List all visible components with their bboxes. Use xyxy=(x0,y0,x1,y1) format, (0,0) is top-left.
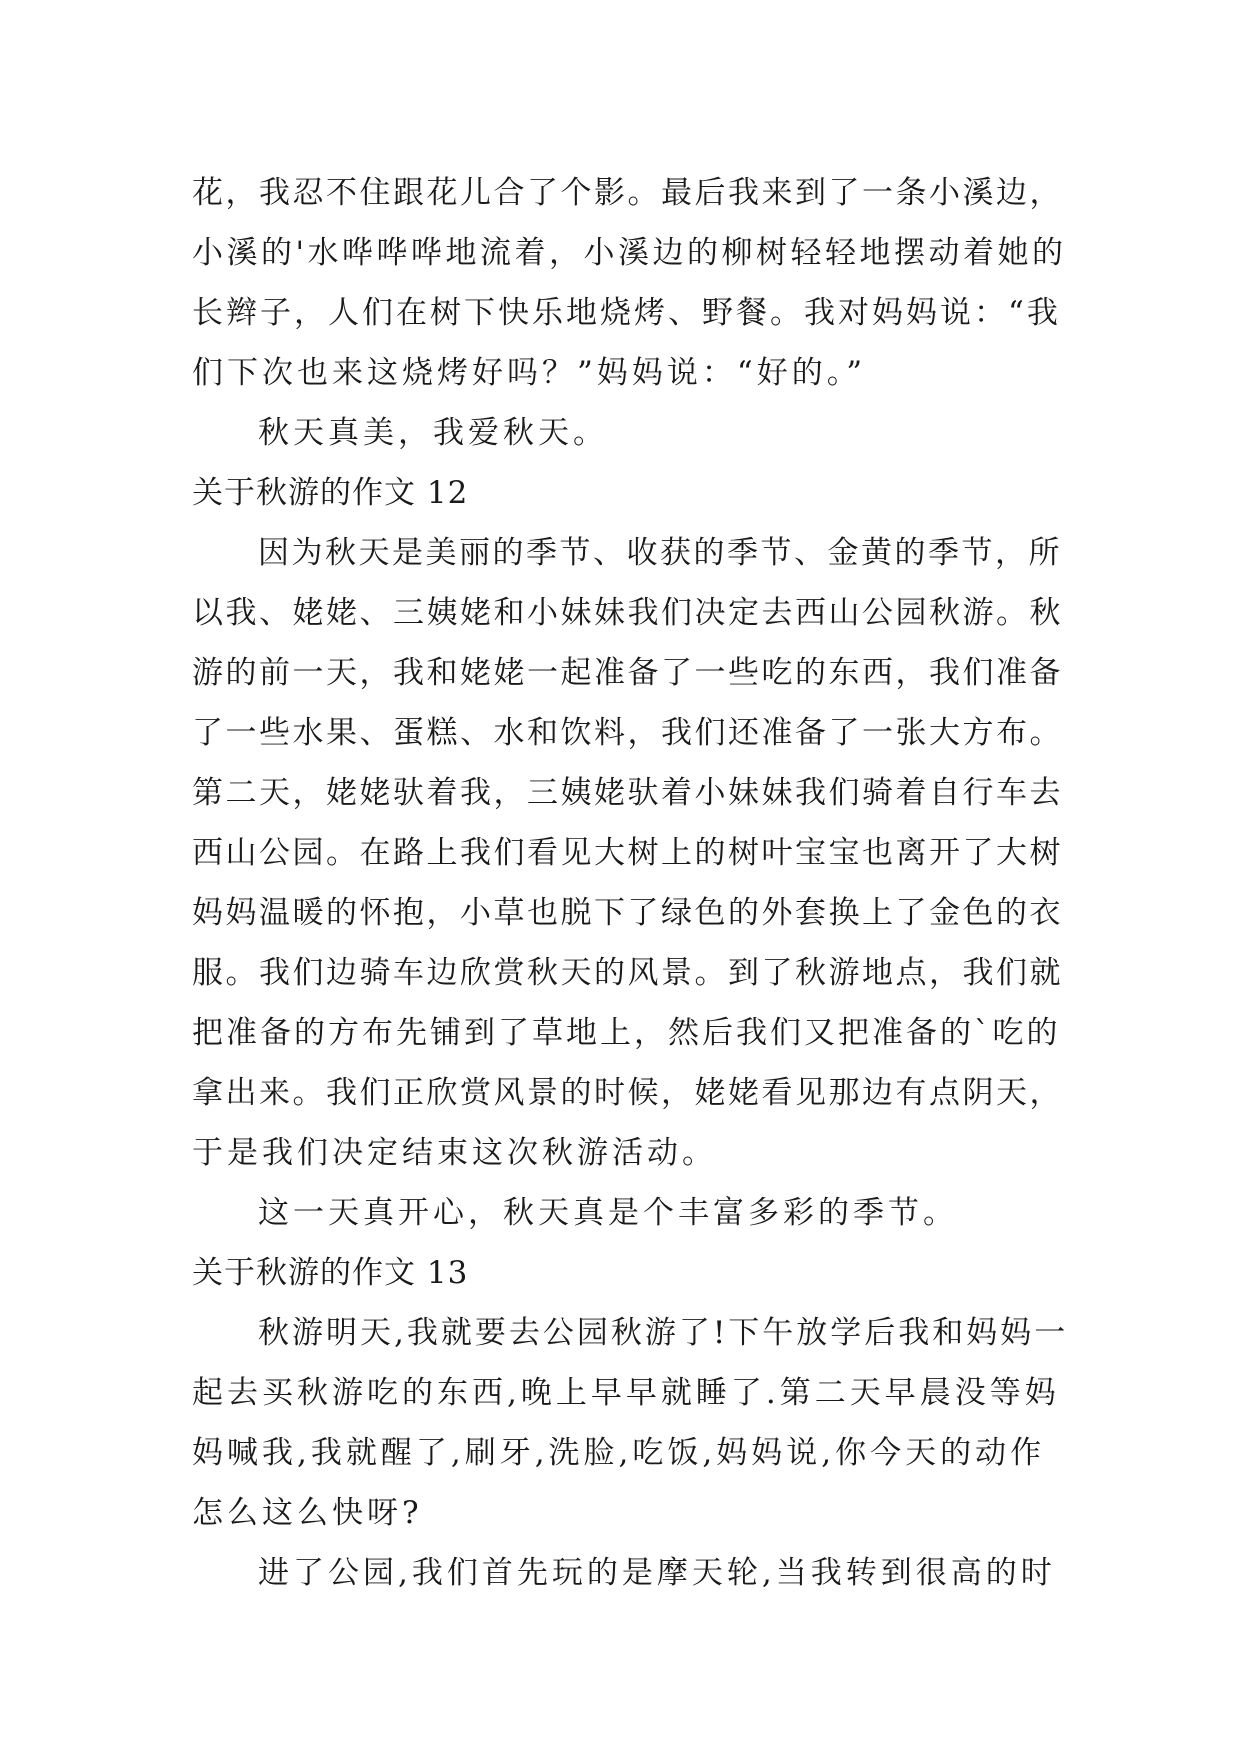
text-line: 花，我忍不住跟花儿合了个影。最后我来到了一条小溪边， xyxy=(192,175,1063,211)
paragraph-line: 因为秋天是美丽的季节、收获的季节、金黄的季节，所 xyxy=(258,535,1062,571)
text-line: 小溪的'水哗哗哗地流着，小溪边的柳树轻轻地摆动着她的 xyxy=(192,235,1067,271)
section-heading: 关于秋游的作文 13 xyxy=(192,1255,469,1291)
paragraph-line: 秋天真美，我爱秋天。 xyxy=(258,415,608,451)
text-line: 妈喊我,我就醒了,刷牙,洗脸,吃饭,妈妈说,你今天的动作 xyxy=(192,1435,1046,1471)
text-line: 第二天，姥姥驮着我，三姨姥驮着小妹妹我们骑着自行车去 xyxy=(192,775,1063,811)
text-line: 把准备的方布先铺到了草地上，然后我们又把准备的`吃的 xyxy=(192,1015,1061,1051)
paragraph-line: 进了公园,我们首先玩的是摩天轮,当我转到很高的时 xyxy=(258,1555,1056,1591)
text-line: 游的前一天，我和姥姥一起准备了一些吃的东西，我们准备 xyxy=(192,655,1063,691)
text-line: 以我、姥姥、三姨姥和小妹妹我们决定去西山公园秋游。秋 xyxy=(192,595,1063,631)
text-line: 怎么这么快呀? xyxy=(192,1495,423,1531)
text-line: 西山公园。在路上我们看见大树上的树叶宝宝也离开了大树 xyxy=(192,835,1063,871)
text-line: 长辫子，人们在树下快乐地烧烤、野餐。我对妈妈说：“我 xyxy=(192,295,1061,331)
text-line: 起去买秋游吃的东西,晚上早早就睡了.第二天早晨没等妈 xyxy=(192,1375,1060,1411)
paragraph-line: 这一天真开心，秋天真是个丰富多彩的季节。 xyxy=(258,1195,958,1231)
text-line: 于是我们决定结束这次秋游活动。 xyxy=(192,1135,717,1171)
text-line: 了一些水果、蛋糕、水和饮料，我们还准备了一张大方布。 xyxy=(192,715,1063,751)
text-line: 们下次也来这烧烤好吗？”妈妈说：“好的。” xyxy=(192,355,867,391)
section-heading: 关于秋游的作文 12 xyxy=(192,475,469,511)
text-line: 服。我们边骑车边欣赏秋天的风景。到了秋游地点，我们就 xyxy=(192,955,1063,991)
paragraph-line: 秋游明天,我就要去公园秋游了!下午放学后我和妈妈一 xyxy=(258,1315,1069,1351)
text-line: 拿出来。我们正欣赏风景的时候，姥姥看见那边有点阴天， xyxy=(192,1075,1063,1111)
text-line: 妈妈温暖的怀抱，小草也脱下了绿色的外套换上了金色的衣 xyxy=(192,895,1063,931)
